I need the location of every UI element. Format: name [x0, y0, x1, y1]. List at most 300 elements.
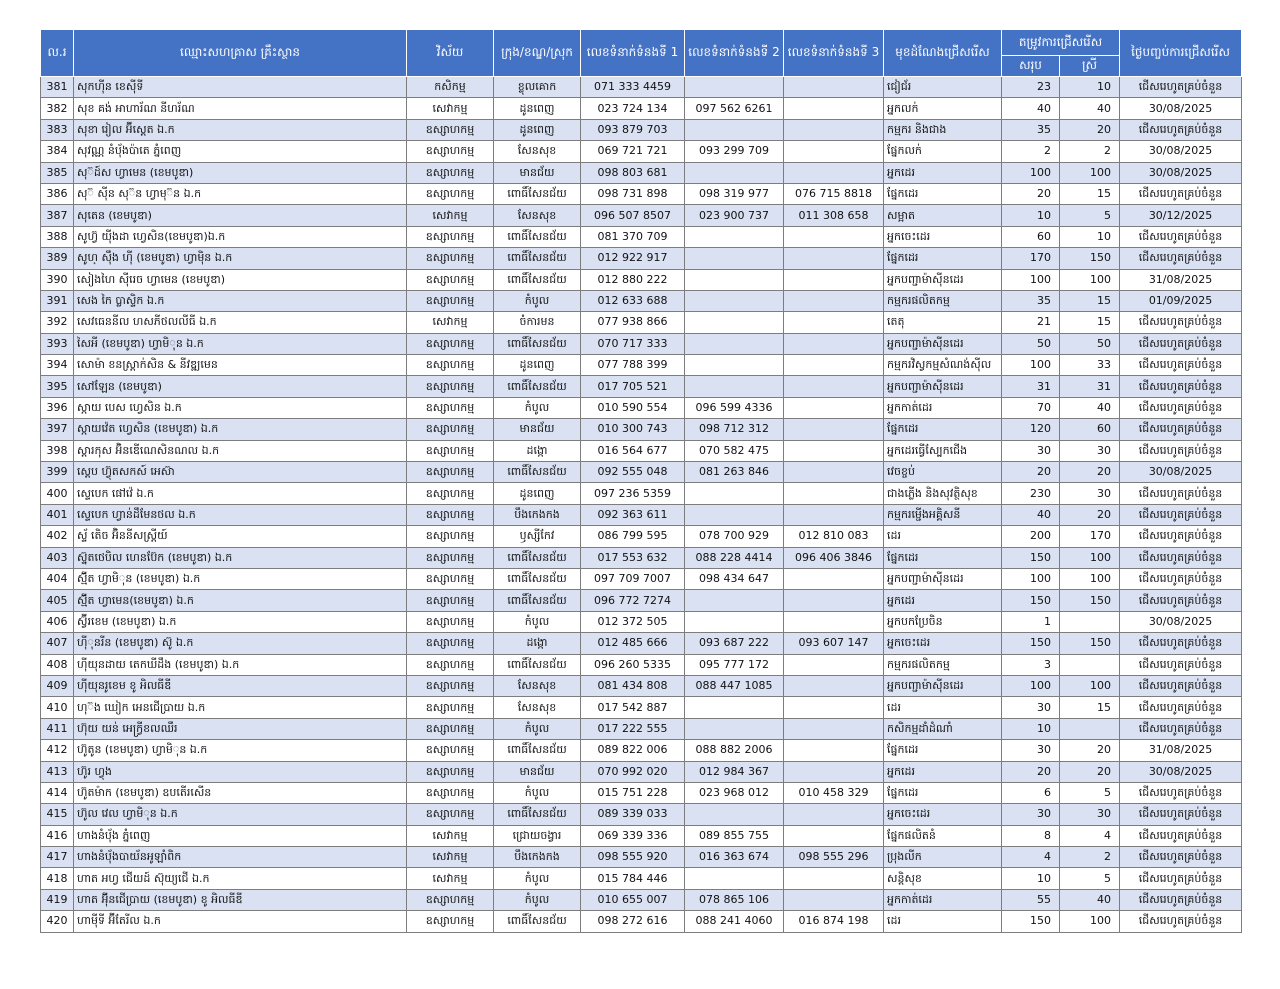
cell-company-name: ស្តារកុស អ៊ិនឌើណេសិនណល ឯ.ក — [74, 440, 407, 461]
cell-total-count: 120 — [1002, 419, 1060, 440]
header-phone3: លេខទំនាក់ទំនងទី 3 — [784, 30, 884, 77]
cell-female-count: 20 — [1060, 761, 1120, 782]
cell-row-number: 405 — [41, 590, 74, 611]
cell-phone-3: 096 406 3846 — [784, 547, 884, 568]
cell-district: ពោធិ៍សែនជ័យ — [494, 183, 581, 204]
cell-phone-1: 096 507 8507 — [581, 205, 685, 226]
cell-total-count: 100 — [1002, 269, 1060, 290]
cell-district: មានជ័យ — [494, 761, 581, 782]
cell-position: តេតុ — [884, 312, 1002, 333]
cell-phone-1: 012 372 505 — [581, 611, 685, 632]
cell-row-number: 393 — [41, 333, 74, 354]
cell-total-count: 1 — [1002, 611, 1060, 632]
cell-total-count: 20 — [1002, 183, 1060, 204]
cell-female-count: 4 — [1060, 825, 1120, 846]
cell-sector: ឧស្សាហកម្ម — [407, 226, 494, 247]
cell-phone-3: 076 715 8818 — [784, 183, 884, 204]
cell-phone-2 — [685, 590, 784, 611]
cell-company-name: ហ៊ុយ យន់ អេក្រ្វីខលឈឺរ — [74, 718, 407, 739]
table-row — [41, 782, 1242, 803]
cell-deadline: 30/12/2025 — [1120, 205, 1242, 226]
cell-company-name: សៀងហៃ ស៊ីរេច ហ្វាមេន (ខេមបូឌា) — [74, 269, 407, 290]
cell-phone-3 — [784, 312, 884, 333]
cell-female-count: 100 — [1060, 162, 1120, 183]
cell-sector: ឧស្សាហកម្ម — [407, 889, 494, 910]
cell-deadline: ជើសរេហូតគ្រប់ចំនួន — [1120, 355, 1242, 376]
cell-deadline: ជើសរេហូតគ្រប់ចំនួន — [1120, 397, 1242, 418]
table-row — [41, 568, 1242, 589]
table-row — [41, 718, 1242, 739]
cell-total-count: 60 — [1002, 226, 1060, 247]
cell-row-number: 420 — [41, 911, 74, 932]
cell-company-name: សុតេន (ខេមបូឌា) — [74, 205, 407, 226]
cell-phone-3 — [784, 825, 884, 846]
cell-total-count: 31 — [1002, 376, 1060, 397]
cell-female-count: 100 — [1060, 911, 1120, 932]
cell-position: ផ្នែកដេរ — [884, 183, 1002, 204]
cell-position: អ្នកដេរ — [884, 761, 1002, 782]
cell-phone-3 — [784, 675, 884, 696]
cell-phone-1: 081 434 808 — [581, 675, 685, 696]
cell-female-count: 33 — [1060, 355, 1120, 376]
cell-company-name: ស៊្មីត ហ្វាមេន(ខេមបូឌា) ឯ.ក — [74, 590, 407, 611]
cell-phone-1: 012 633 688 — [581, 290, 685, 311]
cell-company-name: ស្កាយ បេស ហ្វេសិន ឯ.ក — [74, 397, 407, 418]
cell-phone-2: 088 241 4060 — [685, 911, 784, 932]
cell-position: អ្នកចេះដេរ — [884, 804, 1002, 825]
cell-phone-1: 098 272 616 — [581, 911, 685, 932]
cell-total-count: 40 — [1002, 504, 1060, 525]
cell-phone-2: 023 968 012 — [685, 782, 784, 803]
cell-phone-3 — [784, 333, 884, 354]
cell-row-number: 403 — [41, 547, 74, 568]
cell-sector: សេវាកម្ម — [407, 868, 494, 889]
cell-row-number: 418 — [41, 868, 74, 889]
cell-position: វេចខ្ចប់ — [884, 462, 1002, 483]
cell-phone-1: 098 555 920 — [581, 847, 685, 868]
cell-phone-3 — [784, 868, 884, 889]
cell-row-number: 394 — [41, 355, 74, 376]
cell-position: អ្នកកាត់ដេរ — [884, 889, 1002, 910]
cell-deadline: 31/08/2025 — [1120, 269, 1242, 290]
cell-position: ផ្នែកលក់ — [884, 141, 1002, 162]
cell-total-count: 100 — [1002, 568, 1060, 589]
cell-position: អ្នកបញ្ជាម៉ាស៊ីនដេរ — [884, 675, 1002, 696]
cell-phone-1: 069 339 336 — [581, 825, 685, 846]
cell-female-count: 100 — [1060, 547, 1120, 568]
cell-sector: ឧស្សាហកម្ម — [407, 568, 494, 589]
cell-position: ដេរ — [884, 911, 1002, 932]
cell-row-number: 385 — [41, 162, 74, 183]
cell-position: អ្នកបញ្ជាម៉ាស៊ីនដេរ — [884, 568, 1002, 589]
cell-phone-2 — [685, 697, 784, 718]
cell-phone-2: 016 363 674 — [685, 847, 784, 868]
cell-phone-2: 098 434 647 — [685, 568, 784, 589]
cell-sector: ឧស្សាហកម្ម — [407, 504, 494, 525]
cell-company-name: ស្ទ័ តេិច អ៊ិននីសស្ត្រីយ៍ — [74, 526, 407, 547]
cell-position: អ្នកបញ្ជាម៉ាស៊ីនដេរ — [884, 376, 1002, 397]
table-row — [41, 675, 1242, 696]
cell-total-count: 100 — [1002, 355, 1060, 376]
cell-phone-3 — [784, 355, 884, 376]
cell-district: ពោធិ៍សែនជ័យ — [494, 376, 581, 397]
cell-position: អ្នកចេះដេរ — [884, 226, 1002, 247]
cell-row-number: 412 — [41, 740, 74, 761]
cell-sector: ឧស្សាហកម្ម — [407, 675, 494, 696]
cell-female-count: 60 — [1060, 419, 1120, 440]
cell-company-name: ស្តេប ហ៊្វុតសកស៍ អេស៊ា — [74, 462, 407, 483]
cell-phone-2 — [685, 226, 784, 247]
cell-phone-1: 098 731 898 — [581, 183, 685, 204]
cell-phone-3 — [784, 740, 884, 761]
cell-sector: សេវាកម្ម — [407, 205, 494, 226]
cell-position: ជៀជ័រ — [884, 77, 1002, 98]
cell-row-number: 391 — [41, 290, 74, 311]
cell-sector: ឧស្សាហកម្ម — [407, 526, 494, 547]
cell-position: អ្នកដេរ — [884, 590, 1002, 611]
cell-phone-3: 016 874 198 — [784, 911, 884, 932]
cell-phone-1: 077 938 866 — [581, 312, 685, 333]
cell-female-count: 40 — [1060, 98, 1120, 119]
cell-total-count: 170 — [1002, 248, 1060, 269]
cell-total-count: 20 — [1002, 462, 1060, 483]
cell-row-number: 392 — [41, 312, 74, 333]
cell-row-number: 383 — [41, 119, 74, 140]
cell-district: កំបូល — [494, 782, 581, 803]
cell-position: អ្នកលក់ — [884, 98, 1002, 119]
cell-phone-1: 071 333 4459 — [581, 77, 685, 98]
cell-position: កម្មករផលិតកម្ម — [884, 290, 1002, 311]
cell-position: កម្មករម្ជើងអគ្គិសនី — [884, 504, 1002, 525]
cell-phone-1: 081 370 709 — [581, 226, 685, 247]
cell-phone-2 — [685, 376, 784, 397]
cell-company-name: ហាងនំបុ័ង ភ្នំពេញ — [74, 825, 407, 846]
cell-deadline: 30/08/2025 — [1120, 141, 1242, 162]
cell-phone-3 — [784, 162, 884, 183]
cell-deadline: ជើសរេហូតគ្រប់ចំនួន — [1120, 376, 1242, 397]
cell-company-name: ស្ទេបេក ផៅវ៉េ ឯ.ក — [74, 483, 407, 504]
cell-district: បឹងកេងកង — [494, 504, 581, 525]
cell-total-count: 3 — [1002, 654, 1060, 675]
cell-row-number: 398 — [41, 440, 74, 461]
cell-district: ពោធិ៍សែនជ័យ — [494, 226, 581, 247]
table-row — [41, 590, 1242, 611]
cell-phone-2: 097 562 6261 — [685, 98, 784, 119]
cell-deadline: 30/08/2025 — [1120, 98, 1242, 119]
cell-sector: ឧស្សាហកម្ម — [407, 183, 494, 204]
cell-position: សម្អាត — [884, 205, 1002, 226]
cell-company-name: ហាងនំបុ័ងបាយ័នអូឡាំពិក — [74, 847, 407, 868]
table-row — [41, 526, 1242, 547]
cell-sector: សេវាកម្ម — [407, 847, 494, 868]
cell-sector: សេវាកម្ម — [407, 98, 494, 119]
cell-sector: ឧស្សាហកម្ម — [407, 590, 494, 611]
header-no: ល.រ — [41, 30, 74, 77]
cell-phone-3 — [784, 611, 884, 632]
cell-company-name: ហ៊ីយុនរូខេម ខូ អិលធីឌី — [74, 675, 407, 696]
cell-phone-3 — [784, 98, 884, 119]
cell-district: ដូនពេញ — [494, 355, 581, 376]
cell-district: មានជ័យ — [494, 162, 581, 183]
cell-row-number: 382 — [41, 98, 74, 119]
cell-district: ដូនពេញ — [494, 98, 581, 119]
cell-female-count: 100 — [1060, 568, 1120, 589]
cell-district: ពោធិ៍សែនជ័យ — [494, 462, 581, 483]
cell-phone-2: 078 865 106 — [685, 889, 784, 910]
header-name: ឈ្មោះសហគ្រាស គ្រឹះស្ថាន — [74, 30, 407, 77]
cell-female-count: 2 — [1060, 847, 1120, 868]
cell-female-count: 10 — [1060, 226, 1120, 247]
cell-phone-1: 096 260 5335 — [581, 654, 685, 675]
cell-sector: ឧស្សាហកម្ម — [407, 419, 494, 440]
cell-total-count: 150 — [1002, 911, 1060, 932]
cell-district: កំបូល — [494, 397, 581, 418]
cell-phone-3 — [784, 290, 884, 311]
cell-female-count: 10 — [1060, 77, 1120, 98]
cell-phone-1: 012 485 666 — [581, 633, 685, 654]
cell-total-count: 4 — [1002, 847, 1060, 868]
cell-phone-2: 088 447 1085 — [685, 675, 784, 696]
cell-row-number: 409 — [41, 675, 74, 696]
cell-phone-3: 010 458 329 — [784, 782, 884, 803]
cell-row-number: 401 — [41, 504, 74, 525]
cell-sector: ឧស្សាហកម្ម — [407, 269, 494, 290]
table-row — [41, 77, 1242, 98]
table-row — [41, 376, 1242, 397]
cell-sector: ឧស្សាហកម្ម — [407, 440, 494, 461]
cell-phone-3: 012 810 083 — [784, 526, 884, 547]
cell-sector: ឧស្សាហកម្ម — [407, 697, 494, 718]
cell-row-number: 384 — [41, 141, 74, 162]
table-row — [41, 847, 1242, 868]
cell-district: ឫស្សីកែវ — [494, 526, 581, 547]
cell-deadline: ជើសរេហូតគ្រប់ចំនួន — [1120, 889, 1242, 910]
cell-district: ពោធិ៍សែនជ័យ — [494, 568, 581, 589]
cell-position: ដេរ — [884, 697, 1002, 718]
cell-district: ពោធិ៍សែនជ័យ — [494, 248, 581, 269]
table-row — [41, 119, 1242, 140]
cell-position: ផ្នែកដេរ — [884, 547, 1002, 568]
cell-female-count: 100 — [1060, 675, 1120, 696]
cell-phone-2 — [685, 718, 784, 739]
cell-deadline: ជើសរេហូតគ្រប់ចំនួន — [1120, 847, 1242, 868]
cell-deadline: ជើសរេហូតគ្រប់ចំនួន — [1120, 547, 1242, 568]
cell-phone-2: 098 712 312 — [685, 419, 784, 440]
cell-sector: ឧស្សាហកម្ម — [407, 633, 494, 654]
cell-phone-3 — [784, 590, 884, 611]
cell-female-count: 40 — [1060, 889, 1120, 910]
cell-company-name: សុ៊ ស៊ីន សុ៊ន ហ្វាមុ៊ន ឯ.ក — [74, 183, 407, 204]
cell-phone-1: 010 590 554 — [581, 397, 685, 418]
cell-phone-3 — [784, 269, 884, 290]
table-row — [41, 205, 1242, 226]
cell-phone-2 — [685, 119, 784, 140]
cell-phone-2 — [685, 77, 784, 98]
cell-position: អ្នកដេរ — [884, 162, 1002, 183]
cell-company-name: សេវធេននីល ហសភីថលលីធី ឯ.ក — [74, 312, 407, 333]
cell-deadline: ជើសរេហូតគ្រប់ចំនួន — [1120, 77, 1242, 98]
cell-total-count: 40 — [1002, 98, 1060, 119]
cell-female-count — [1060, 611, 1120, 632]
cell-phone-1: 092 555 048 — [581, 462, 685, 483]
cell-sector: ឧស្សាហកម្ម — [407, 248, 494, 269]
cell-phone-2 — [685, 312, 784, 333]
cell-deadline: 01/09/2025 — [1120, 290, 1242, 311]
cell-female-count: 20 — [1060, 119, 1120, 140]
cell-phone-1: 017 553 632 — [581, 547, 685, 568]
cell-phone-3 — [784, 376, 884, 397]
cell-total-count: 35 — [1002, 290, 1060, 311]
table-row — [41, 248, 1242, 269]
cell-female-count: 150 — [1060, 590, 1120, 611]
cell-phone-3 — [784, 141, 884, 162]
cell-female-count: 20 — [1060, 740, 1120, 761]
cell-company-name: ហាត អហ្វ ជើយដ៍ ស៊ុយ្យជើ ឯ.ក — [74, 868, 407, 889]
table-row — [41, 462, 1242, 483]
cell-phone-3 — [784, 568, 884, 589]
cell-company-name: សុ៊ដ៍ស ហ្វាមេន (ខេមបូឌា) — [74, 162, 407, 183]
cell-phone-1: 096 772 7274 — [581, 590, 685, 611]
cell-phone-2 — [685, 483, 784, 504]
cell-district: សែនសុខ — [494, 675, 581, 696]
cell-female-count: 5 — [1060, 782, 1120, 803]
cell-position: ផ្នែកដេរ — [884, 248, 1002, 269]
cell-deadline: ជើសរេហូតគ្រប់ចំនួន — [1120, 333, 1242, 354]
header-district: ក្រុង/ខណ្ឌ/ស្រុក — [494, 30, 581, 77]
cell-district: ចំការមន — [494, 312, 581, 333]
cell-female-count: 15 — [1060, 312, 1120, 333]
cell-female-count: 30 — [1060, 804, 1120, 825]
cell-company-name: ស្វ៊ីរខេម (ខេមបូឌា) ឯ.ក — [74, 611, 407, 632]
cell-phone-1: 097 709 7007 — [581, 568, 685, 589]
cell-deadline: ជើសរេហូតគ្រប់ចំនួន — [1120, 633, 1242, 654]
cell-phone-1: 077 788 399 — [581, 355, 685, 376]
cell-phone-3 — [784, 697, 884, 718]
cell-row-number: 402 — [41, 526, 74, 547]
cell-district: ពោធិ៍សែនជ័យ — [494, 654, 581, 675]
cell-position: កសិកម្មដាំដំណាំ — [884, 718, 1002, 739]
table-row — [41, 312, 1242, 333]
cell-total-count: 100 — [1002, 162, 1060, 183]
cell-phone-2: 089 855 755 — [685, 825, 784, 846]
cell-row-number: 413 — [41, 761, 74, 782]
table-row — [41, 740, 1242, 761]
cell-company-name: សៃអី (ខេមបូឌា) ហ្វាមិុន ឯ.ក — [74, 333, 407, 354]
cell-company-name: ហ៊ីយុនដាយ តេកឃីដឹង (ខេមបូឌា) ឯ.ក — [74, 654, 407, 675]
job-listing-sheet — [40, 29, 1241, 933]
cell-row-number: 419 — [41, 889, 74, 910]
cell-phone-3 — [784, 718, 884, 739]
cell-company-name: សូហ្ សុឹង ហ៊ី (ខេមបូឌា) ហ្វាមុិន ឯ.ក — [74, 248, 407, 269]
cell-company-name: សេង កៃ ប្លាស្ទិក ឯ.ក — [74, 290, 407, 311]
cell-total-count: 20 — [1002, 761, 1060, 782]
table-row — [41, 547, 1242, 568]
table-body — [41, 77, 1242, 933]
cell-row-number: 387 — [41, 205, 74, 226]
cell-row-number: 395 — [41, 376, 74, 397]
cell-phone-1: 015 784 446 — [581, 868, 685, 889]
cell-phone-2: 070 582 475 — [685, 440, 784, 461]
cell-female-count: 31 — [1060, 376, 1120, 397]
cell-phone-1: 012 880 222 — [581, 269, 685, 290]
cell-company-name: សុខ គង់ អាហារ័ណ នីហរ័ណ — [74, 98, 407, 119]
cell-phone-3 — [784, 419, 884, 440]
table-row — [41, 504, 1242, 525]
cell-deadline: ជើសរេហូតគ្រប់ចំនួន — [1120, 568, 1242, 589]
cell-female-count: 20 — [1060, 462, 1120, 483]
cell-total-count: 50 — [1002, 333, 1060, 354]
cell-female-count: 30 — [1060, 440, 1120, 461]
cell-phone-1: 069 721 721 — [581, 141, 685, 162]
table-row — [41, 761, 1242, 782]
cell-row-number: 381 — [41, 77, 74, 98]
cell-sector: ឧស្សាហកម្ម — [407, 611, 494, 632]
cell-total-count: 10 — [1002, 718, 1060, 739]
table-row — [41, 98, 1242, 119]
cell-sector: សេវាកម្ម — [407, 312, 494, 333]
cell-phone-2: 088 882 2006 — [685, 740, 784, 761]
table-row — [41, 911, 1242, 932]
cell-phone-2 — [685, 333, 784, 354]
cell-phone-3 — [784, 761, 884, 782]
cell-position: អ្នកចេះដេរ — [884, 633, 1002, 654]
header-sector: វិស័យ — [407, 30, 494, 77]
header-position: មុខដំណែងជ្រើសរើស — [884, 30, 1002, 77]
table-row — [41, 226, 1242, 247]
table-row — [41, 269, 1242, 290]
header-need: តម្រូវការជ្រើសរើស — [1002, 30, 1120, 56]
cell-district: ខ្លុលគោក — [494, 77, 581, 98]
cell-company-name: សៅឡែន (ខេមបូឌា) — [74, 376, 407, 397]
cell-position: អ្នកបញ្ជាម៉ាស៊ីនដេរ — [884, 333, 1002, 354]
cell-total-count: 150 — [1002, 590, 1060, 611]
cell-position: ជាងភ្លើង និងសុវត្ថិសុខ — [884, 483, 1002, 504]
header-phone2: លេខទំនាក់ទំនងទី 2 — [685, 30, 784, 77]
cell-deadline: ជើសរេហូតគ្រប់ចំនួន — [1120, 675, 1242, 696]
cell-deadline: 30/08/2025 — [1120, 611, 1242, 632]
cell-position: សន្តិសុខ — [884, 868, 1002, 889]
table-row — [41, 633, 1242, 654]
cell-sector: ឧស្សាហកម្ម — [407, 376, 494, 397]
cell-district: សែនសុខ — [494, 205, 581, 226]
cell-position: អ្នកដេរធ្វើស្បែកជើង — [884, 440, 1002, 461]
header-phone1: លេខទំនាក់ទំនងទី 1 — [581, 30, 685, 77]
cell-company-name: សុកហ៊ីន ខេស៊ីទី — [74, 77, 407, 98]
cell-female-count: 2 — [1060, 141, 1120, 162]
table-row — [41, 889, 1242, 910]
cell-district: កំបូល — [494, 868, 581, 889]
cell-phone-1: 010 300 743 — [581, 419, 685, 440]
cell-female-count: 150 — [1060, 248, 1120, 269]
cell-total-count: 2 — [1002, 141, 1060, 162]
cell-sector: ឧស្សាហកម្ម — [407, 483, 494, 504]
cell-female-count — [1060, 718, 1120, 739]
cell-company-name: ស្ទេបេក ហ្វាន់ដឹមែនថល ឯ.ក — [74, 504, 407, 525]
cell-position: ផ្នែកដេរ — [884, 740, 1002, 761]
cell-deadline: ជើសរេហូតគ្រប់ចំនួន — [1120, 226, 1242, 247]
cell-row-number: 404 — [41, 568, 74, 589]
cell-phone-3 — [784, 397, 884, 418]
cell-deadline: 30/08/2025 — [1120, 462, 1242, 483]
header-total: សរុប — [1002, 56, 1060, 77]
cell-phone-2: 088 228 4414 — [685, 547, 784, 568]
cell-female-count: 5 — [1060, 868, 1120, 889]
cell-row-number: 400 — [41, 483, 74, 504]
cell-deadline: ជើសរេហូតគ្រប់ចំនួន — [1120, 419, 1242, 440]
cell-sector: ឧស្សាហកម្ម — [407, 119, 494, 140]
cell-district: បឹងកេងកង — [494, 847, 581, 868]
cell-total-count: 30 — [1002, 440, 1060, 461]
